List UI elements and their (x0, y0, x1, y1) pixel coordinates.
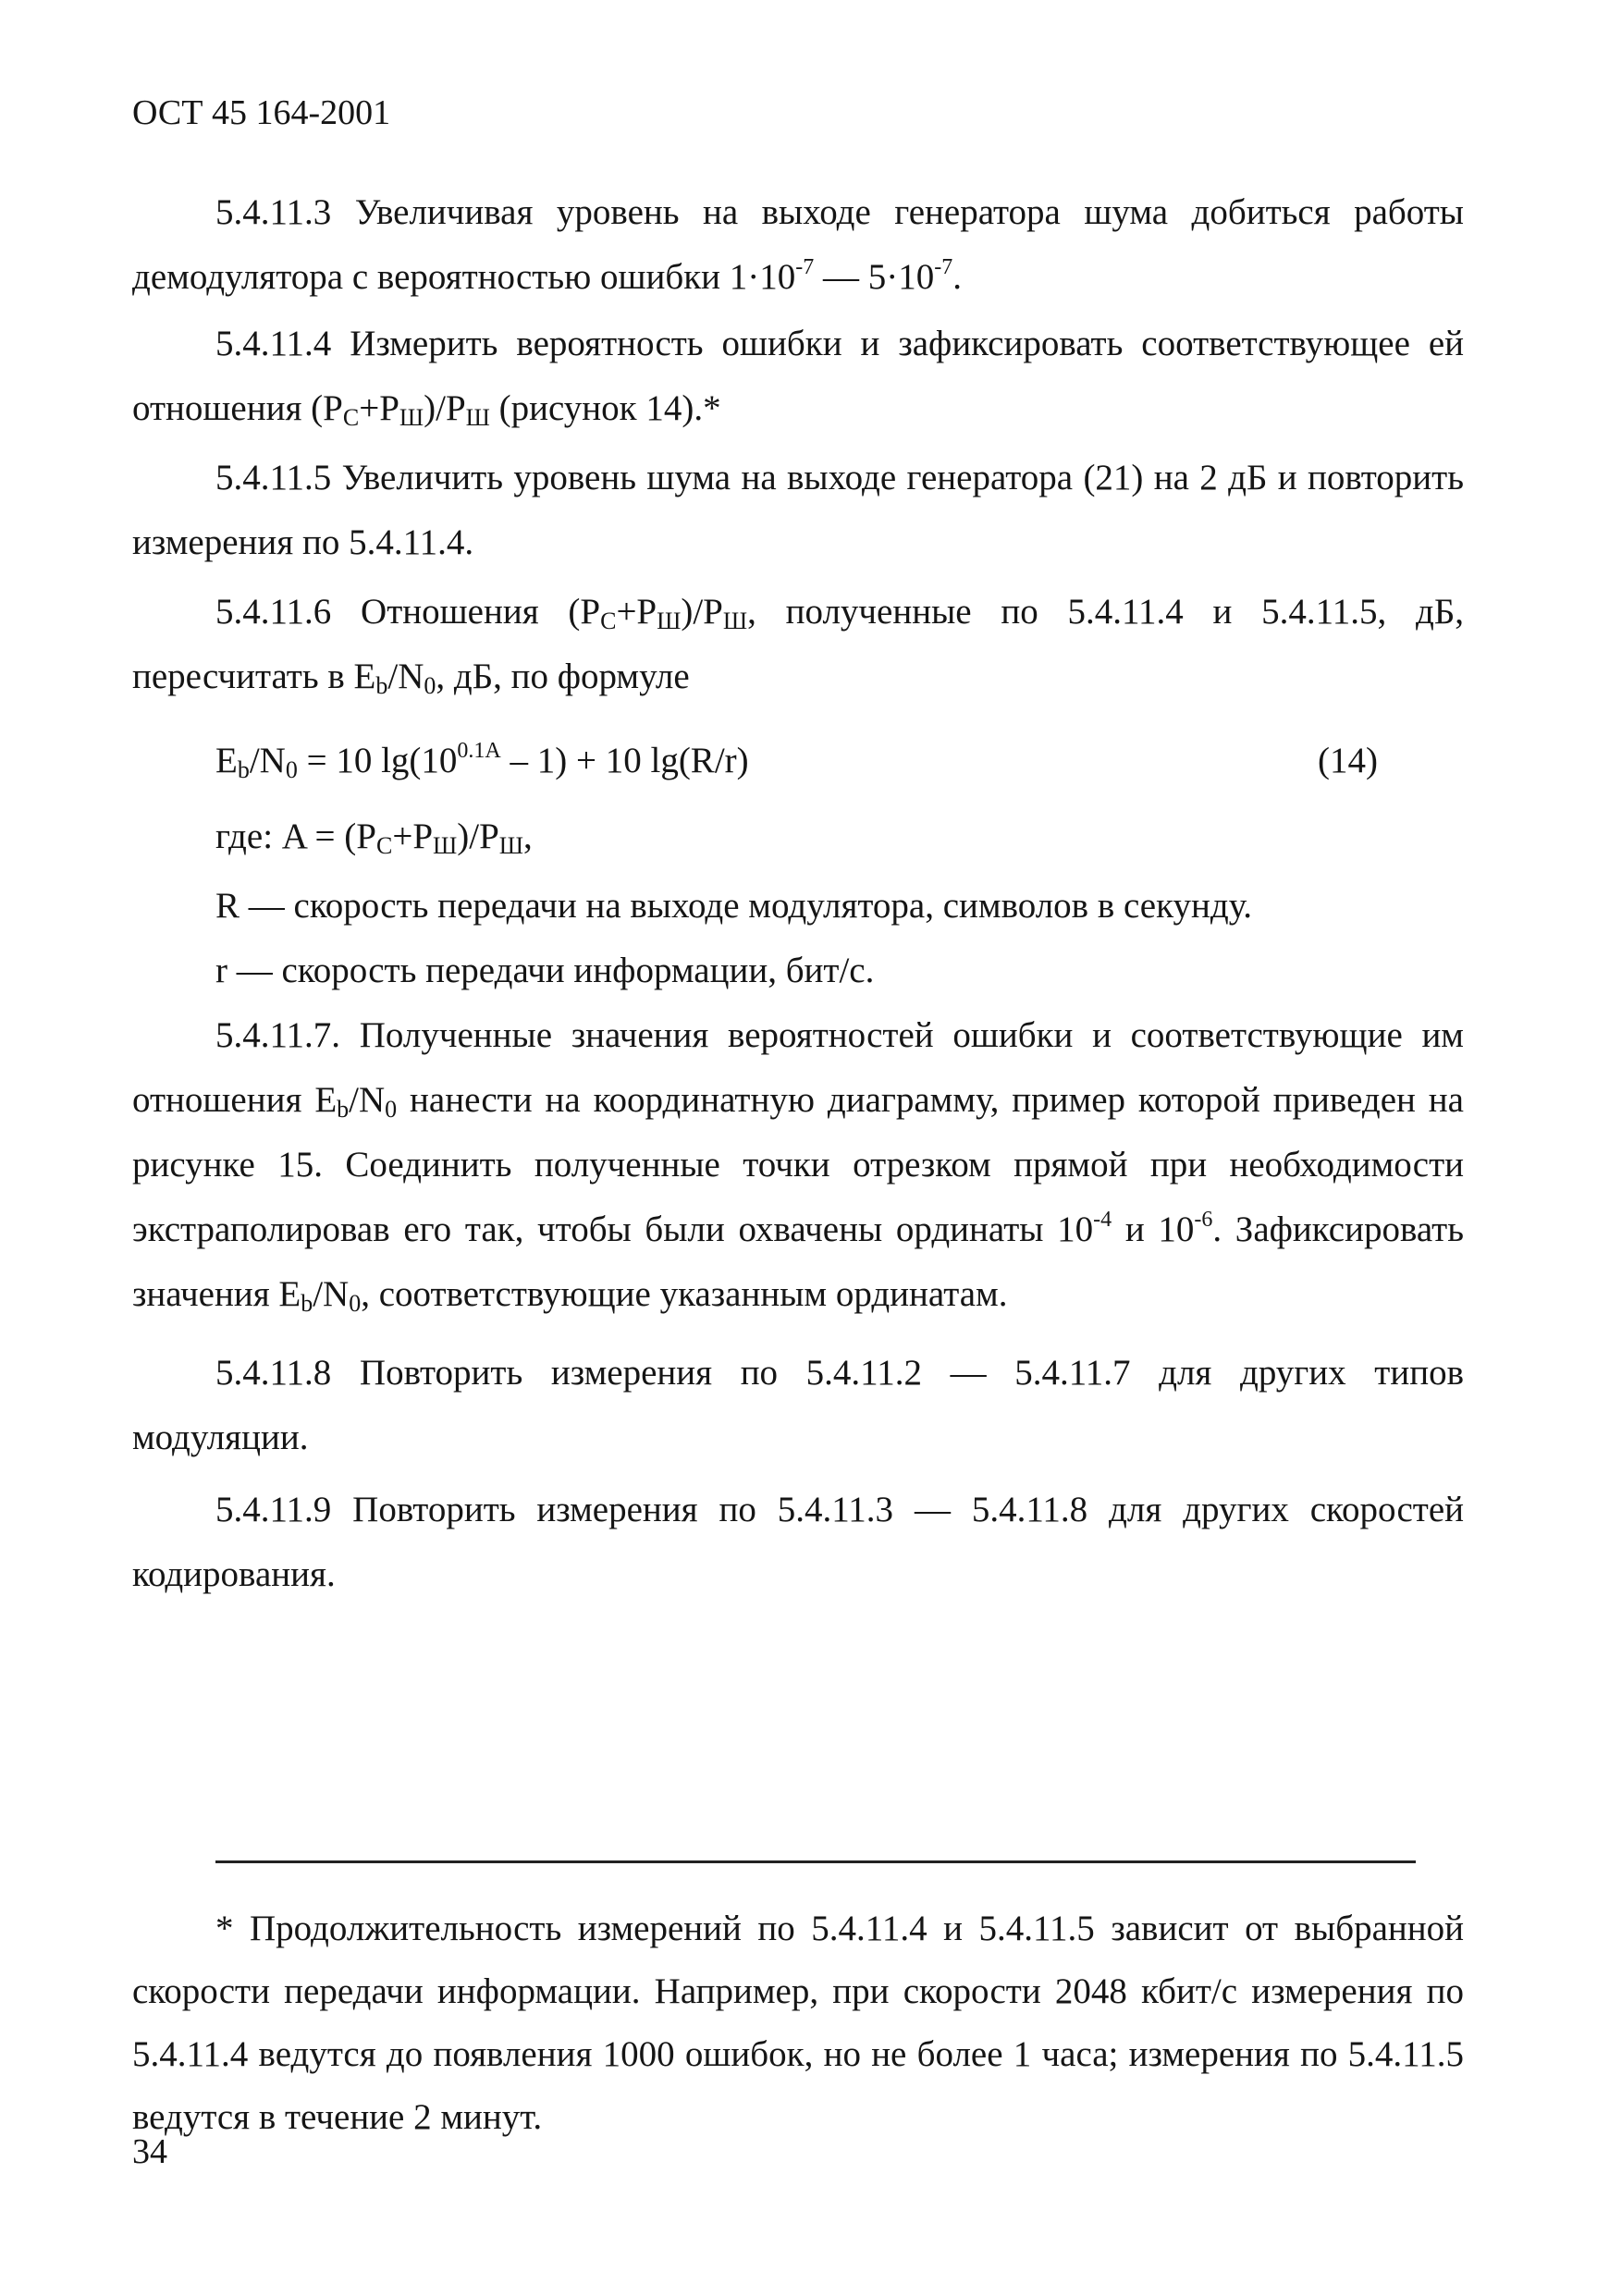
footnote-separator (215, 1860, 1416, 1863)
definition-R: R — скорость передачи на выходе модулятора, символов в секунду. (215, 886, 1253, 926)
paragraph-5-4-11-5: 5.4.11.5 Увеличить уровень шума на выходе генератора (21) на 2 дБ и повторить измерения по 5.4.11.4. (132, 458, 1464, 562)
document-code-header: ОСТ 45 164-2001 (132, 93, 391, 132)
page-number: 34 (132, 2132, 167, 2171)
paragraph-5-4-11-9: 5.4.11.9 Повторить измерения по 5.4.11.3 — 5.4.11.8 для других скоростей кодирования. (132, 1490, 1464, 1594)
formula-14: $E_b/N_0 = 10$ $\lg(10^{0.1A} - 1) + 10$ lg(R/r) (215, 739, 749, 783)
paragraph-5-4-11-6: 5.4.11.6 Отношения $(P_C+P_Ш)/P_Ш$, полученные по 5.4.11.4 и 5.4.11.5, дБ, пересчитать в $E_b/N_0$, дБ, по формуле (132, 592, 1464, 699)
paragraph-5-4-11-7: 5.4.11.7. Полученные значения вероятностей ошибки и соответствующие им отношения $E_b/N_0$ нанести на координатную диаграмму, пример которой приведен на рисунке 15. Соединить полученные точки отрезком прямой при необходимости экстраполировав его так, чтобы были охвачены ординаты $10^{-4}$ и $10^{-6}$. Зафиксировать значения $E_b/N_0$, соответствующие указанным ординатам. (132, 1015, 1464, 1317)
paragraph-5-4-11-3: 5.4.11.3 Увеличивая уровень на выходе генератора шума добиться работы демодулятора с вероятностью ошибки $1\cdot 10^{-7}$ — $5\cdot 10^{-7}$. (132, 192, 1464, 297)
paragraph-5-4-11-8: 5.4.11.8 Повторить измерения по 5.4.11.2 — 5.4.11.7 для других типов модуляции. (132, 1353, 1464, 1457)
formula-number: (14) (1318, 741, 1378, 780)
definition-r: r — скорость передачи информации, бит/с. (215, 951, 875, 990)
footnote: * Продолжительность измерений по 5.4.11.4 и 5.4.11.5 зависит от выбранной скорости передачи информации. Например, при скорости 2048 кбит/с измерения по 5.4.11.4 ведутся до появления 1000 ошибок, но не более 1 часа; измерения по 5.4.11.5 ведутся в течение 2 минут. (132, 1909, 1464, 2137)
formula-where-clause: где: $A = (P_C+P_Ш)/P_Ш$, (215, 816, 533, 859)
paragraph-5-4-11-4: 5.4.11.4 Измерить вероятность ошибки и зафиксировать соответствующее ей отношения $(P_C+P_Ш)/P_Ш$ (рисунок 14).* (132, 324, 1464, 431)
